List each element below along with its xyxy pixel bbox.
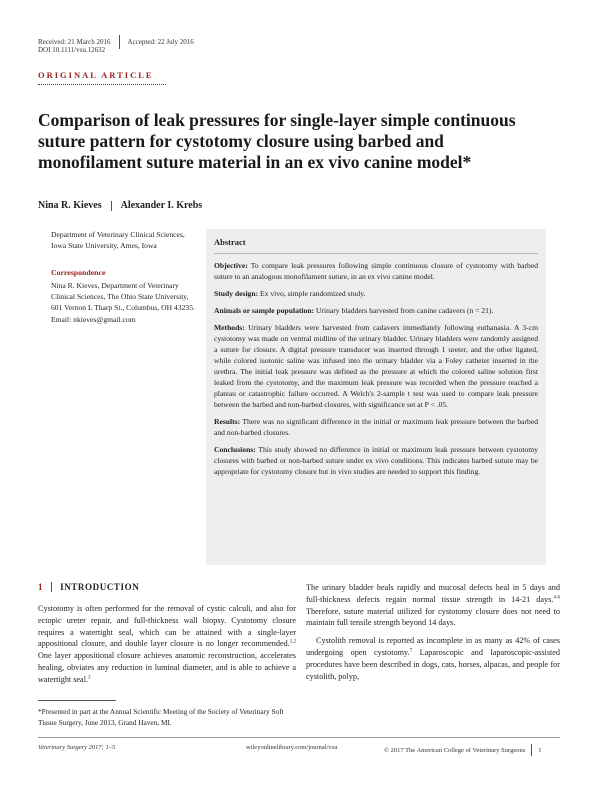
paragraph xyxy=(306,635,560,682)
journal-url[interactable]: wileyonlinelibrary.com/journal/vsu xyxy=(246,744,338,751)
abstract-label: Objective: xyxy=(214,261,248,270)
divider xyxy=(119,35,120,49)
abstract-text: To compare leak pressures following simple continuous closure of cystotomy with barbed suture to an analogous monofilament suture, in an ex vivo canine model. xyxy=(214,261,538,281)
abstract-text: Urinary bladders were harvested from cadavers immediately following euthanasia. A 3-cm cystotomy was made on ventral midline of the urinary bladder. Urinary bladders were randomly assigned a suture for closure. A digital pressure transducer was inserted through 1 ureter, and the other ligated, while colored isotonic saline was infused into the urinary bladder via a Foley catheter inserted in the urethra. The initial leak pressure was defined as the pressure at which the colored saline solution first leaked from the cystotomy, and the maximum leak pressure was recorded when the pressure reached a plateau or catastrophic failure occurred. A Welch's 2-sample t test was used to compare leak pressure between the barbed and non-barbed closures, with significance set at P < .05. xyxy=(214,323,538,409)
footnote-rule xyxy=(38,700,116,701)
journal-citation: Veterinary Surgery 2017; 1–5 xyxy=(38,744,116,751)
abstract-label: Animals or sample population: xyxy=(214,306,315,315)
divider xyxy=(531,744,532,756)
citation-ref[interactable]: 4-6 xyxy=(553,595,560,601)
correspondence-text: Nina R. Kieves, Department of Veterinary Clinical Sciences, The Ohio State University, 601 Vernon L Tharp St., Columbus, OH 43235. Email: nkieves@gmail.com xyxy=(51,281,195,324)
citation-ref[interactable]: 7 xyxy=(409,648,413,654)
author-name[interactable]: Alexander I. Krebs xyxy=(120,200,203,211)
abstract-label: Conclusions: xyxy=(214,445,256,454)
section-number: 1 xyxy=(38,582,44,592)
abstract-label: Results: xyxy=(214,417,241,426)
body-text: The urinary bladder heals rapidly and mucosal defects heal in 5 days and full-thickness defects regain normal tissue strength in 14-21 days. xyxy=(306,583,560,604)
author-list xyxy=(38,200,202,211)
left-column-text xyxy=(38,603,296,686)
paragraph xyxy=(306,582,560,629)
footnote: *Presented in part at the Annual Scientific Meeting of the Society of Veterinary Soft Tissue Surgery, June 2013, Grand Haven, MI. xyxy=(38,707,284,727)
author-name[interactable]: Nina R. Kieves xyxy=(38,200,102,211)
article-type: ORIGINAL ARTICLE xyxy=(38,70,154,80)
body-text: Therefore, suture material utilized for cystotomy closure does not need to maintain full tensile strength beyond 14 days. xyxy=(306,606,560,628)
body-text: One layer appositional closure achieves anatomic reconstruction, accelerates healing, obviates any reduction in luminal diameter, and is able to achieve a watertight seal. xyxy=(38,651,296,684)
page-number: 1 xyxy=(538,746,542,754)
paper-title: Comparison of leak pressures for single-layer simple continuous suture pattern for cystotomy closure using barbed and monofilament suture material in an ex vivo canine model* xyxy=(38,110,516,172)
abstract-heading: Abstract xyxy=(214,237,538,254)
section-title: INTRODUCTION xyxy=(60,582,140,592)
abstract-design xyxy=(214,288,538,299)
abstract-objective xyxy=(214,260,538,282)
body-text: Laparoscopic and laparoscopic-assisted procedures have been described in dogs, cats, horses, alpacas, and people for cystolith, polyp, xyxy=(306,647,561,681)
article-type-rule xyxy=(38,84,166,85)
right-column-text xyxy=(306,582,560,682)
abstract-box xyxy=(206,229,546,565)
doi[interactable]: DOI 10.1111/vsu.12632 xyxy=(38,46,106,54)
abstract-text: This study showed no difference in initial or maximum leak pressure between cystotomy closures with barbed or non-barbed suture under ex vivo conditions. This indicates barbed suture may be appropriate for cystotomy closure but in vivo studies are needed to support this finding. xyxy=(214,445,539,476)
accepted-date: Accepted: 22 July 2016 xyxy=(127,38,194,46)
abstract-label: Study design: xyxy=(214,289,259,298)
divider xyxy=(51,582,52,592)
abstract-methods xyxy=(214,322,538,410)
copyright: © 2017 The American College of Veterinary Surgeons xyxy=(384,746,526,754)
body-text: Cystolith removal is reported as incomplete in as many as 42% of cases undergoing open cystotomy. xyxy=(306,636,560,657)
footer-right xyxy=(384,744,541,756)
citation-ref[interactable]: 3 xyxy=(88,675,91,681)
correspondence-heading: Correspondence xyxy=(51,268,106,277)
citation-ref[interactable]: 1,2 xyxy=(289,639,296,645)
abstract-label: Methods: xyxy=(214,323,245,332)
received-date: Received: 21 March 2016 xyxy=(38,38,111,46)
divider xyxy=(111,201,112,211)
abstract-results xyxy=(214,416,538,438)
abstract-text: Ex vivo, simple randomized study. xyxy=(260,289,366,298)
abstract-animals xyxy=(214,305,538,316)
affiliation: Department of Veterinary Clinical Sciences, Iowa State University, Ames, Iowa xyxy=(51,230,185,250)
body-text: Cystotomy is often performed for the removal of cystic calculi, and also for ectopic ureter repair, and full-thickness wall biopsy. Cystotomy closure requires a watertight seal, which can be attained with a single-layer appositional closure, and double layer closure is no longer recommended. xyxy=(38,604,296,649)
abstract-conclusions xyxy=(214,444,538,477)
section-heading-introduction xyxy=(38,582,139,592)
abstract-text: There was no significant difference in the initial or maximum leak pressure between the barbed and non-barbed closures. xyxy=(214,417,538,437)
abstract-text: Urinary bladders harvested from canine cadavers (n = 21). xyxy=(315,306,494,315)
footer-rule xyxy=(38,737,560,738)
